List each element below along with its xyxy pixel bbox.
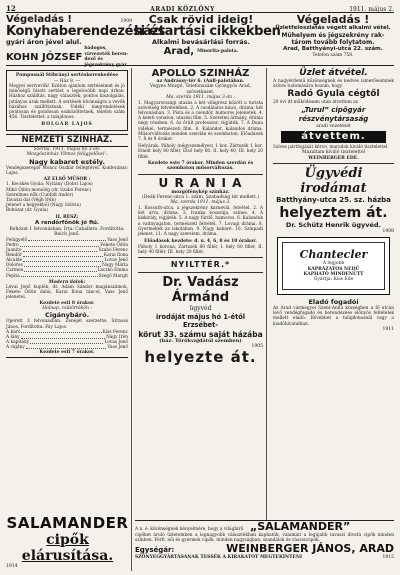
program-head: AZ ELSŐ MŰSOR : [43,177,91,183]
cast-role: A báró [6,329,21,335]
uzlet-shop: „Turul” cipőgyár részvénytársaság [298,105,369,123]
chantecler-line1: A legjobb [322,261,345,267]
cast-role: Juanito [6,248,22,254]
urania-prices: Páholy 1 korona, Zártszék 80 fillér, I. hely 60 fillér, II. hely 40 fillér, III. hely 20 fillér. [138,244,263,255]
ad-kohn-line1: Konyhaberendezési és [6,24,165,39]
uzlet-body3: Szíves pártfogását kérve, maradok kiváló tisztelettel [273,145,388,151]
salamander-ad [6,515,129,569]
part3-body: Lévai Jenő kuplék, dr. Ádám Sándor magánszámok, Fekete Ödön dalai, Karai Ilona táncol, Vass Jenő jelenetei. [6,285,128,301]
cast-row [6,274,128,279]
ugy-name: Dr. Schütz Henrik ügyvéd. [285,221,382,230]
page-number: 12 [6,4,16,13]
elad-head: Eladó fogadói [308,298,359,307]
elad-body: Az Arad vármegyei Szent-Anna községben a fő utcán levő vendégfogadó és berendezése előnyös feltételek mellett eladó. Bővebbet a tulajdonosnál vagy a kiadóhivatalban. [273,306,394,327]
ad-haztartasi-head: Csak rövid ideig! [148,13,254,26]
chantecler-line4: Gyártja: Kiss Ede [313,277,354,283]
newspaper-name: ARADI KÖZLÖNY [150,6,215,13]
ugy-no: 1908 [382,229,394,235]
urania-hours: Előadások kezdete: d. u. 4, 6, 8 és 10 órakor. [144,239,257,245]
cast-role: A kapitány [6,340,30,346]
apollo-sub: az Andrássy-tér 6. (Anfl-palotában. [156,79,245,84]
apollo-title: APOLLO SZINHÁZ [151,68,250,79]
program-item: Jelenet a hegyekből (Nagy Szilvia) [6,203,81,209]
chantecler-line3: KAPHATÓ MINDENÜTT [303,272,364,278]
play1-title: Nagy kabaret estély. [29,157,105,166]
cast-role: Dolores [6,263,23,269]
notice-num: — Ház 8. — [53,78,81,84]
salamander-bottom-ad [135,520,394,571]
ad-vegelad [272,14,394,66]
closing-head: Kezdete esti 8 órakor. [39,300,95,306]
bottom-sala: „SALAMANDER” [250,520,351,533]
cast-role: A cigány [6,345,25,351]
program-item: Bohózat (dr. Gyula) [6,208,48,214]
notice-title: Pomposnál Stibrányi sertéskereskedése [15,73,119,78]
uzlet-sign: Mazaltam kiváló tisztelettel [301,150,366,156]
cast-role: Rendőr [6,253,22,259]
program-item: Szerelmes nők (Cunfolt Andor) [6,192,74,198]
play1-cast: Vendégszereplő Moncz Oszkár felléptével. Konferánsz: Lajos. [6,165,128,176]
uzlet-addr: aradi vezetését [316,123,351,129]
ad-vegelad-line3: tárom tovább folytatom. [291,39,375,46]
urania-addr: (Deák Ferenc-utca 1. szám, Szabadság tér mellett.) [142,195,259,201]
column-left [6,68,132,571]
vadasz-closing: helyezte át. [144,348,257,367]
column-right [270,68,394,571]
cast-actor: Vass Jenő [107,237,128,243]
part2-head: II. RÉSZ: [55,214,79,220]
ad-kohn-name: KOHN JÓZSEF [6,51,83,63]
bottom-name: WEINBERGER JÁNOS, ARAD [226,542,394,556]
play2-cast: Operett 3 felvonásban. Zenéjét szerzette: Strauss János. Fordította: Fáy Lajos. [6,319,128,330]
closing-series: Holnap, csütörtökön : [42,306,92,312]
bottom-no: 1915 [382,555,394,561]
bottom-text: A n. é. közönségnek kényelmére, hogy a világhírű [135,527,244,532]
part3-head: Modern dalok: [48,279,86,285]
cast-actor: Lovas Jenő [104,340,128,346]
vadasz-body2: körut 33. számu saját házába [138,329,263,339]
cast-actor: Nagy Mária [102,263,128,269]
urania-sub: mozgófénykép színház. [171,189,230,195]
urania-title: U R A N I A [158,175,243,190]
vadasz-sub: ügyvéd [189,304,212,312]
newspaper-page [6,4,394,571]
apollo-footer: Kezdete este 7 órakor. Minden szerdán és szombaton műsorváltozás. [147,160,254,172]
ugy-moved: helyeztem át. [279,205,388,222]
start-time: Kezdete esti 7 órakor. [6,350,128,357]
theater-series: Mozgószínház Vilmos felügyelővel : [26,152,108,158]
apollo-program: 1. Magyarországi utazás a két világrész között a turista szövetség felvételében. 2. A csodálatos kincs, dráma, két felvonásban. 3. Pista és a csendőr, humoros jelenetek. 4. A keleti vonaton, utazási film. 5. Szerelmi ármány, dráma négy részben. 6. Az őrült professzor, vígjáték. 7. A Duna vidékei, természeti film. 8. Kalandor, kalandos dráma. Műsorváltozás minden szerdán és szombaton. Előadások 7, 8 és 9 órakor. [138,100,263,143]
cast-head: A rendőrfőnök jó fiú. [34,220,100,227]
urania-program: 1. Kossuth-utca, a jégszekrény karnevál, felvétel. 2. A két árva, dráma. 3. Ivanka bosszúja, színes. 4. A kiskirály, vígjáték. 5. A nagy fürdő, humoros. 6. Kalandok a vadnyugaton, természeti felvétel. 7. Lovagi dráma. 8. Gyermekek az iskolában. 9. Nagy kabaré. 10. Színpadi jelenet. 11. A nagy szerelem, dráma. [138,205,263,237]
cast-actor: Szegő Margit [98,273,128,279]
ad-kohn-head: Végeladás ! [6,14,72,25]
ad-vegelad-addr: Arad, Batthyányi-utca 22. szám. [283,46,383,52]
ad-vegelad-tel: Telefon szám 758. [312,53,354,58]
uzlet-owner: WEINBERGER EDE. [308,155,359,161]
cast-actor: Fekete Ödön [100,242,128,248]
cast-role: Alcalde [6,258,23,264]
program-item: Mikó Ödön monológ (dr. Szabó Ferenc) [6,187,92,193]
salamander-sub: cipők elárusítása. [21,532,114,564]
chantecler-brand: Chantecler [299,248,368,262]
page-header [6,4,394,13]
apollo-prices: Helyárak: Páholy (négyszemélyes) 1 kor. Zártszék 1 kor. Emelt hely 80 fillér, Első hely 60, II. hely 40, III. hely 20 fillér. [138,144,263,160]
ugy-addr: Batthyány-utca 25. sz. házba [276,196,391,205]
program-list [6,182,128,213]
uzlet-body: A nagyérdemű közönségnek és kedves ismerőseimnek szíves tudomására hozom, hogy [273,79,394,90]
nyiltter-head: NYILTTÉR.* [170,259,231,269]
urania-date: Ma, szerda 1911. május 3. [170,200,231,206]
bottom-price: Egységár: [135,546,175,555]
ad-kohn-line2: gyári áron jével alul. [6,38,82,46]
uzlet-big: átvettem. [281,131,386,143]
cast-role: Pepita [6,273,20,279]
notice-body: Megyei sertvevők! Ezúton ajánlom sertéseimet és jó minőségű hízott sertést a legolcsóbb napi árban. Házhoz szállítás, nagy választék, pontos kiszolgálás, jutányos árak mellett. A sertések kívánságra a vevők házához szállíttatnak. Vidéki megrendelések pontosan és gondosan eszközöltetnek, telefon szám 456. Tisztelettel: a tulajdonos. [9,84,125,121]
cast-actor: Laczkó Emma [97,268,128,274]
ad-haztartasi-street: Minorita-palota. [197,48,239,54]
ad-kohn [6,14,165,68]
chantecler-ad [277,237,390,295]
ad-vegelad-line2: Mühelyem és jégszekrény rak- [281,32,385,39]
vadasz-body3: (ház. Törökvajdától szemben) [159,337,242,344]
uzlet-head: Üzlet átvétel. [299,68,368,78]
bottom-text2: cipőket áruló üzletemben a legnagyobb választékban kaphatók, valamint a legújabb tavaszi divatú cipők minden színben. Férfi, női és gyermek cipők, minden nagyságban, szandálok és vászoncipők. [135,533,394,544]
top-ads [6,14,394,66]
ad-kohn-no: 1909 [120,19,132,24]
cast-role: Carmen [6,268,24,274]
ad-vegelad-head: Végeladás ! [296,13,370,26]
column-middle [135,68,267,571]
cast-actor: Szabó Ferenc [98,248,128,254]
cast2-list [6,330,128,350]
elad-no: 1911 [382,326,394,332]
ad-kohn-addr: bádogos, vízvezeték beren-dező és jégszekrény gyár [84,46,129,68]
ugy-title: Ügyvédi irodámat [300,166,367,197]
vadasz-title: Dr. Vadász Ármánd [162,274,239,305]
salamander-no: 1914 [6,564,18,569]
cast-actor: Nagy Irén [106,334,128,340]
ad-vegelad-line1: Üzletfeloszlatás végett alkalmi vétel. [275,25,391,31]
notice-owner: BOLGÁR LAJOS [41,122,93,128]
cast-actor: Lovas Jenő [104,258,128,264]
cast-actor: Karai Ilona [103,253,128,259]
theater-title: NEMZETI SZINHÁZ. [6,134,128,147]
cast-role: Felügyelő [6,237,28,243]
program-item: 1. Kecskés Gyula: Nyitány (Dobri Lajos) [6,182,93,188]
columns [6,68,394,571]
cast-role: A lány [6,334,20,340]
program-item: Tavaszi dal (Végh Irén) [6,198,56,204]
theater-date: Szerda, 1911. május hó 3-án: [33,146,101,152]
ad-haztartasi [134,13,281,66]
apollo-date: Ma, szerda 1911. május 3-án : [166,95,235,101]
cast-list [6,238,128,279]
ad-haztartasi-line1: háztartási cikkekben [134,24,281,39]
notice-box [6,70,128,131]
ad-haztartasi-line2: Alkalmi bevásárlási forrás. [151,38,250,46]
cast-actor: Vass Jenő [107,345,128,351]
uzlet-body2: 20 évi itt működésem után átvettem az [273,100,358,106]
cast-sub: Bohózat 1 felvonásban. Írta: Caballero. Fordította: Reich Jenő. [9,227,125,238]
issue-date: 1911. május 2. [349,6,394,13]
vadasz-no: 1905 [251,344,263,350]
chantecler-line2: KÁPRÁZATOS NEDŰ [307,266,360,272]
cast-actor: Kiss Ferenc [102,329,128,335]
vadasz-body1: irodáját május hó 1-étől Erzsébet- [155,312,246,330]
bottom-addr: SZŐNYEGGYÁRTÁSÁNAK TESSÉK A KIRAKATOT MEGTEKINTENI [135,555,303,561]
uzlet-name: Radó Gyula cégtől [287,89,380,100]
salamander-title: SALAMANDER [6,514,129,532]
cast-role: Pedro [6,242,19,248]
ad-haztartasi-city: Arad, [163,46,195,57]
play2-title: Cigánybáró. [44,311,90,320]
apollo-tel: Vegyes Mozgó, Telefonszám Gyöngyös Arad, szövetkezet. [149,84,252,95]
